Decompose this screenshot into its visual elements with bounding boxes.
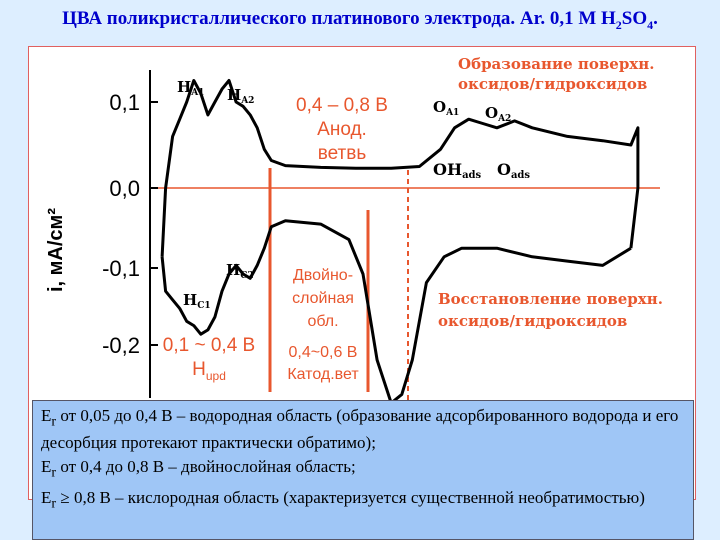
- note-hydrogen-region: $E_r$ от 0,05 до 0,4 В – водородная область (образование адсорбированного водорода и его десорбция протекают практически обратимо);: [41, 406, 679, 453]
- oxide-reduction-label: Восстановление поверхн. оксидов/гидроксидов: [438, 290, 663, 330]
- oxide-formation-label: Образование поверхн. оксидов/гидроксидов: [458, 55, 655, 93]
- peak-label-oa1: $O_{A1}$: [433, 98, 460, 118]
- peak-label-ha2: $H_{A2}$: [227, 86, 255, 106]
- regions-note: [32, 400, 694, 540]
- y-tick-label: 0,0: [109, 176, 140, 201]
- peak-label-ha1: $H_{A1}$: [177, 78, 205, 98]
- label-oads: Oads: [497, 160, 531, 181]
- peak-label-hc2: $H_{C2}$: [226, 261, 254, 281]
- y-axis-label: i, мА/см²: [45, 207, 67, 293]
- y-tick-label: -0,2: [102, 333, 140, 358]
- note-oxygen-region: $E_r \ge 0,8$ В – кислородная область (характеризуется существенной необратимостью): [41, 487, 645, 512]
- note-double-layer-region: $E_r$ от 0,4 до 0,8 В – двойнослойная область;: [41, 457, 356, 481]
- double-layer-annotation: Двойно- слойная обл.: [292, 267, 354, 330]
- label-ohads: OHads: [433, 160, 482, 181]
- cathodic-annotation: 0,4~0,6 В Катод.вет: [287, 344, 359, 383]
- peak-label-hc1: $H_{C1}$: [183, 291, 211, 311]
- anodic-annotation: 0,4 – 0,8 В Анод. ветвь: [296, 95, 388, 164]
- page-title: ЦВА поликристаллического платинового электрода. Ar. 0,1 М $H_2SO_4$.: [62, 8, 658, 32]
- y-tick-label: -0,1: [102, 256, 140, 281]
- peak-label-oa2: $O_{A2}$: [485, 104, 512, 124]
- y-tick-label: 0,1: [109, 90, 140, 115]
- hupd-annotation: 0,1 ~ 0,4 В $H_{upd}$: [162, 335, 256, 383]
